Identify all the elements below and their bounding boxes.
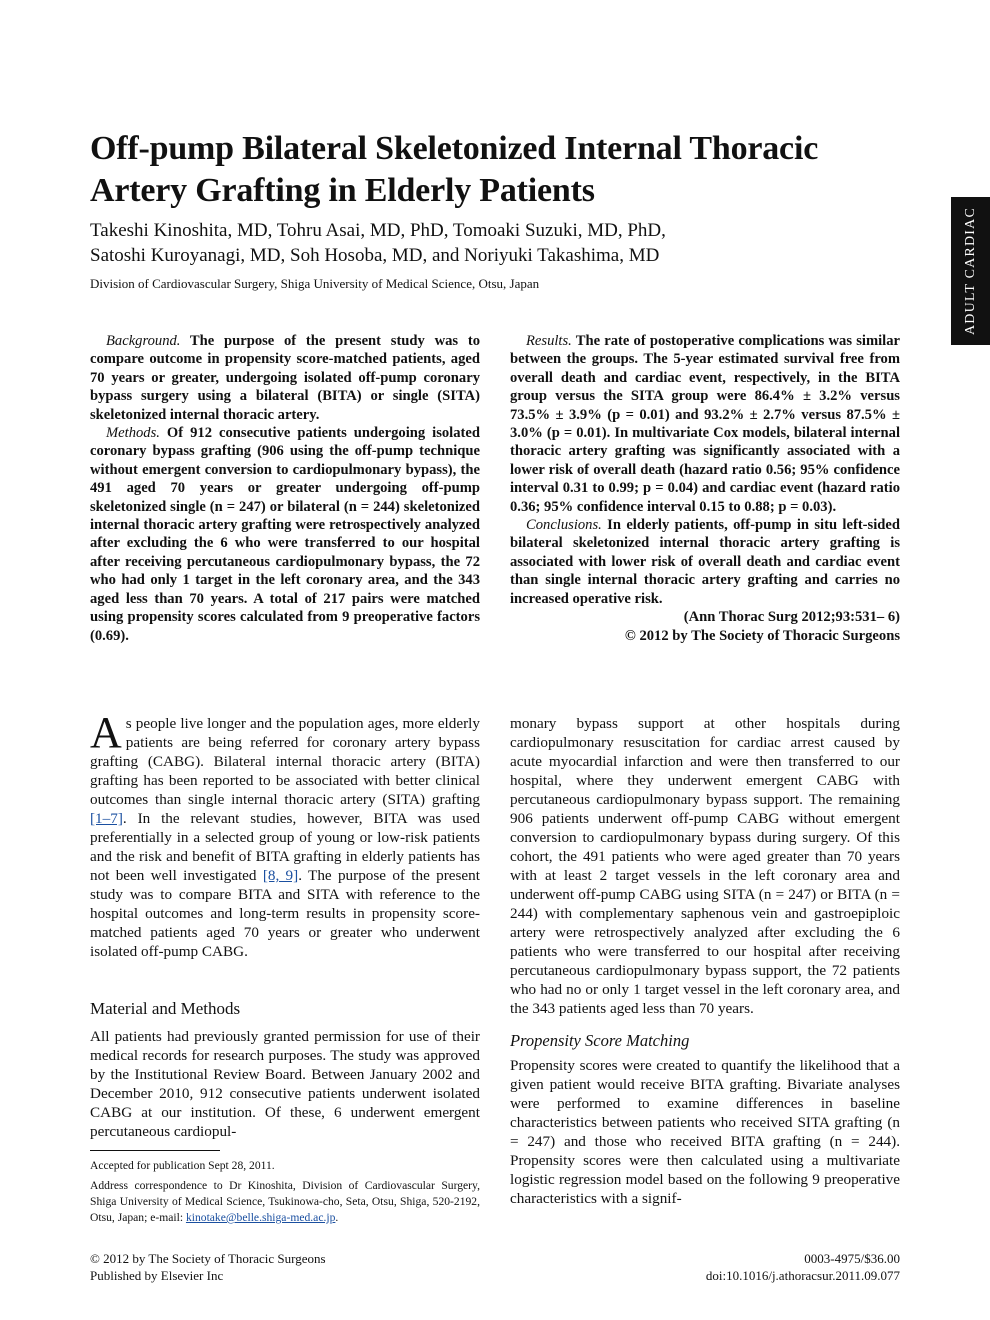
email-link[interactable]: kinotake@belle.shiga-med.ac.jp [185,1211,336,1224]
abstract-conclusions [510,516,900,608]
body-right-column [510,714,900,1208]
propensity-heading: Propensity Score Matching [510,1031,690,1050]
methods-heading: Material and Methods [90,999,241,1018]
drop-cap: A [90,708,122,757]
intro-text-part-3: . The purpose of the present study was to compare BITA and SITA with reference to the hospital outcomes and long-term results in propensity score-matched patients aged 70 years or greater who underwent isolated off-pump CABG. [90,867,480,960]
affiliation: Division of Cardiovascular Surgery, Shiga University of Medical Science, Otsu, Japan [90,276,540,291]
abstract-conclusions-text: In elderly patients, off-pump in situ left-sided bilateral skeletonized internal thoracic artery grafting is associated with lower risk of overall death and cardiac event than single internal thoracic artery grafting and carries no increased operative risk. [510,517,900,607]
footer-issn-price: 0003-4975/$36.00 [804,1251,900,1266]
footnotes [90,1158,480,1230]
intro-paragraph [90,708,480,961]
author-list [90,218,850,268]
address-end: . [335,1211,339,1224]
footer-left [90,1250,326,1284]
author-line-2: Satoshi Kuroyanagi, MD, Soh Hosoba, MD, and Noriyuki Takashima, MD [90,245,660,266]
address-text: Address correspondence to Dr Kinoshita, Division of Cardiovascular Surgery, Shiga University of Medical Science, Tsukinowa-cho, Seta, Otsu, Shiga, 520-2192, Otsu, Japan; e-mail: [90,1179,480,1224]
reference-link-1-7[interactable]: [1–7] [90,810,123,827]
reference-link-8-9[interactable]: [8, 9] [262,867,299,884]
abstract-methods-text: Of 912 consecutive patients undergoing isolated coronary bypass grafting (906 using the off-pump technique without emergent conversion to cardiopulmonary bypass), the 491 aged 70 years or greater undergoing off-pump skeletonized single (n = 247) or bilateral (n = 244) skeletonized internal thoracic artery grafting were retrospectively analyzed after excluding the 6 who were transferred to our hospital after receiving percutaneous cardiopulmonary bypass, the 72 who had only 1 target in the left coronary area, and the 343 aged less than 70 years. A total of 217 pairs were matched using propensity scores calculated from 9 preoperative factors (0.69). [90,425,480,644]
footer-right [706,1250,900,1284]
article-title: Off-pump Bilateral Skeletonized Internal Thoracic Artery Grafting in Elderly Patients [90,130,819,209]
propensity-paragraph: Propensity scores were created to quantify the likelihood that a given patient would receive BITA grafting. Bivariate analyses were performed to examine differences in baseline characteristics between patients who received SITA grafting (n = 247) and those who received BITA grafting (n = 244). Propensity scores were then calculated using a multivariate logistic regression model based on the following 9 preoperative characteristics with a signif- [510,1057,900,1207]
journal-citation: (Ann Thorac Surg 2012;93:531– 6) [683,609,900,626]
section-tab [951,197,990,345]
abstract-results [510,332,900,516]
abstract-background [90,332,480,424]
abstract-background-text: The purpose of the present study was to compare outcome in propensity score-matched patients, aged 70 years or greater, undergoing isolated off-pump coronary bypass surgery using a bilateral (BITA) or single (SITA) skeletonized internal thoracic artery. [90,333,480,423]
abstract-conclusions-heading: Conclusions. [526,517,602,534]
abstract-left-column [90,332,480,645]
footer-doi: doi:10.1016/j.athoracsur.2011.09.077 [705,1268,900,1283]
intro-text-part-1: s people live longer and the population ages, more elderly patients are being referred for coronary artery bypass grafting (CABG). Bilateral internal thoracic artery (BITA) grafting has been reported to be associated with better clinical outcomes than single internal thoracic artery (SITA) grafting [90,715,480,808]
correspondence-address [90,1178,480,1226]
continued-paragraph: monary bypass support at other hospitals during cardiopulmonary resuscitation for cardiac arrest caused by acute myocardial infarction and were then transferred to our hospital, where they underwent emergent CABG with percutaneous cardiopulmonary bypass support. The remaining 906 patients underwent off-pump CABG without emergent conversion to cardiopulmonary bypass during surgery. Of this cohort, the 491 patients who were aged greater than 70 years with at least 2 target vessels in the left coronary area and underwent off-pump CABG using SITA (n = 247) or BITA (n = 244) with complementary saphenous vein and gastroepiploic artery were retrospectively analyzed after excluding the 6 patients who were transferred to our hospital after receiving percutaneous cardiopulmonary bypass support, the 72 patients who had no or only 1 target vessel in the left coronary area, and the 343 patients aged less than 70 years. [510,715,900,1017]
footer-publisher: Published by Elsevier Inc [90,1268,224,1283]
intro-text-part-2: . In the relevant studies, however, BITA was used preferentially in a selected group of young or low-risk patients and the risk and benefit of BITA grafting in elderly patients has not been well investigated [90,810,480,884]
abstract-methods [90,424,480,645]
abstract-copyright: © 2012 by The Society of Thoracic Surgeons [624,627,900,644]
methods-paragraph: All patients had previously granted permission for use of their medical records for research purposes. The study was approved by the Institutional Review Board. Between January 2002 and December 2010, 912 consecutive patients underwent isolated CABG at our institution. Of these, 6 underwent emergent percutaneous cardiopul- [90,1028,480,1140]
accepted-date: Accepted for publication Sept 28, 2011. [90,1159,275,1172]
section-tab-label: ADULT CARDIAC [962,206,978,336]
abstract-results-text: The rate of postoperative complications was similar between the groups. The 5-year estimated survival free from overall death and cardiac event, respectively, in the BITA group versus the SITA group were 86.4% ± 3.2% versus 73.5% ± 3.9% (p = 0.01) and 93.2% ± 2.7% versus 87.5% ± 3.0% (p = 0.01). In multivariate Cox models, bilateral internal thoracic artery grafting was significantly associated with a lower risk of overall death (hazard ratio 0.56; 95% confidence interval 0.31 to 0.99; p = 0.04) and cardiac event (hazard ratio 0.36; 95% confidence interval 0.15 to 0.88; p = 0.03). [510,333,900,515]
footer-copyright: © 2012 by The Society of Thoracic Surgeons [90,1251,326,1266]
abstract-methods-heading: Methods. [106,425,160,442]
methods-column [90,1027,480,1141]
abstract-right-column [510,332,900,645]
footnote-divider [90,1150,220,1151]
body-left-column [90,708,480,961]
abstract-results-heading: Results. [526,333,572,349]
author-line-1: Takeshi Kinoshita, MD, Tohru Asai, MD, PhD, Tomoaki Suzuki, MD, PhD, [90,220,666,241]
abstract-background-heading: Background. [106,333,181,349]
